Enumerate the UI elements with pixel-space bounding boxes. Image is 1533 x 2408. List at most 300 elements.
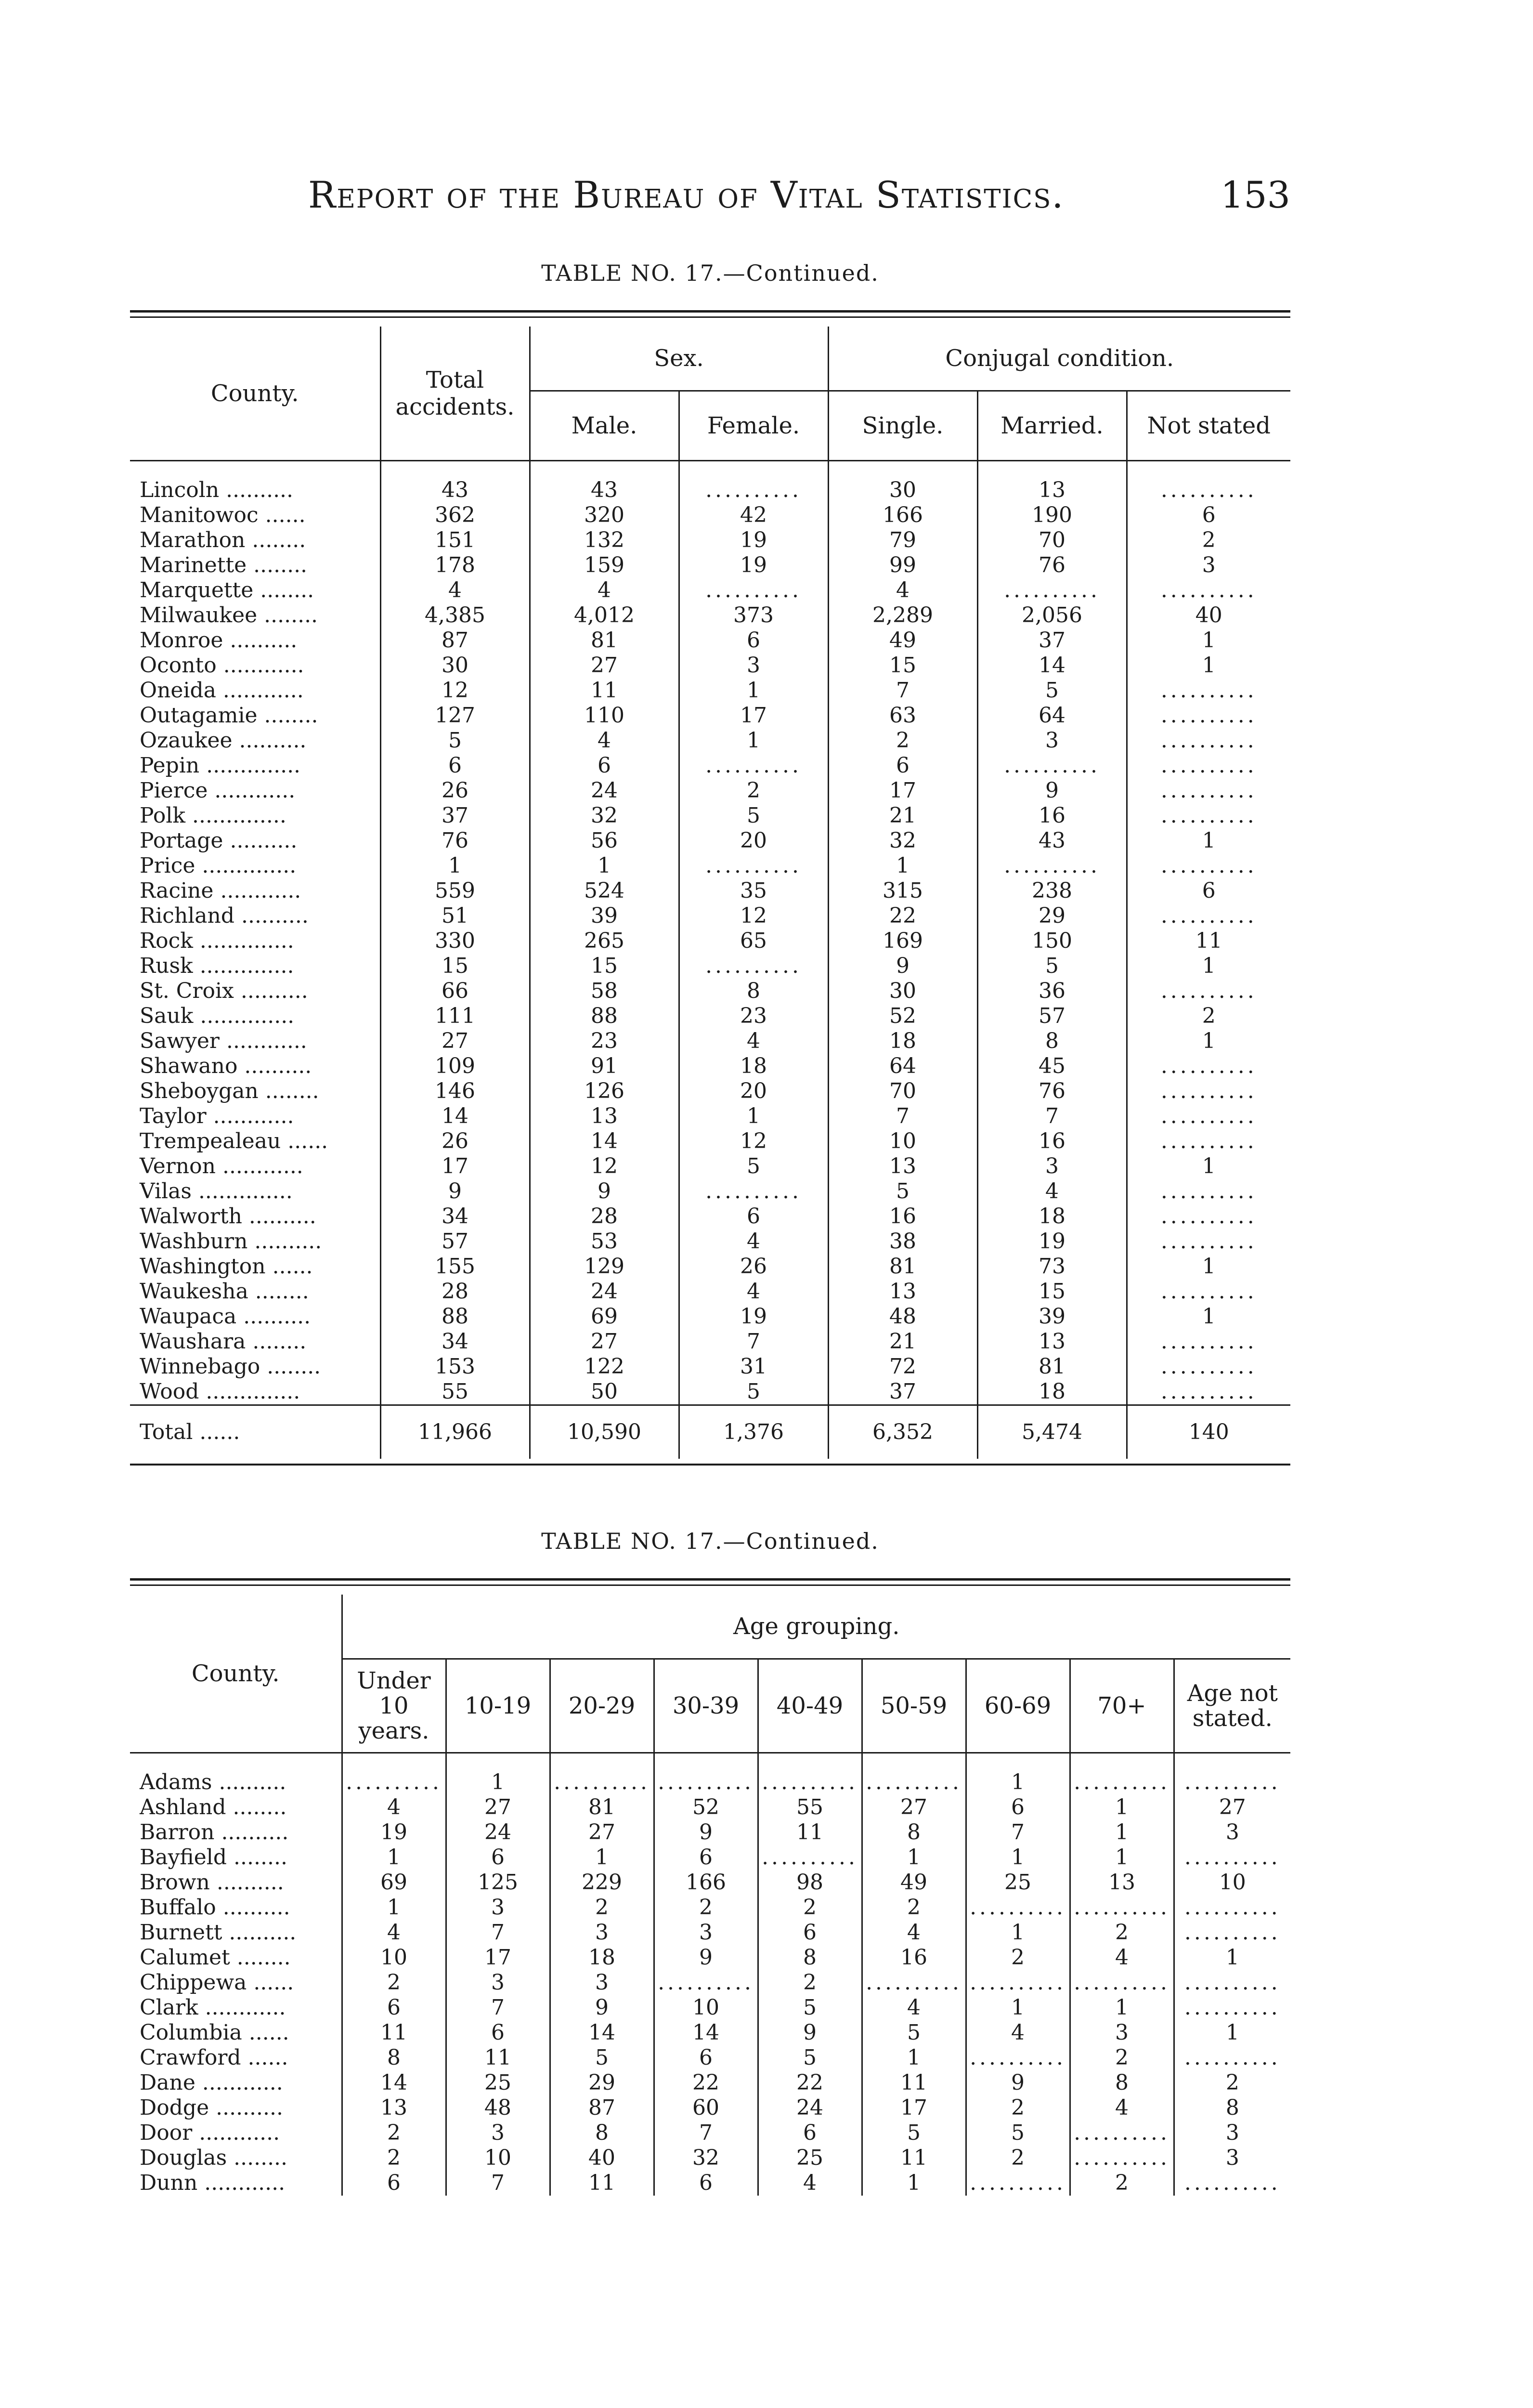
value-cell: 17 (828, 778, 977, 803)
t1-row (130, 778, 1290, 803)
t1-row (130, 1179, 1290, 1204)
value-cell: 21 (828, 1329, 977, 1354)
value-cell: 151 (380, 528, 530, 553)
value-cell: 7 (977, 1104, 1127, 1129)
value-cell: 4 (679, 1029, 828, 1054)
value-cell: 69 (342, 1870, 446, 1895)
county-name: Crawford ...... (140, 2045, 288, 2070)
value-cell: 1 (1127, 1254, 1290, 1279)
value-cell: 2 (758, 1895, 862, 1920)
county-name: Shawano .......... (140, 1054, 312, 1078)
county-name: Outagamie ........ (140, 703, 318, 728)
value-cell: 559 (380, 878, 530, 903)
t2-header-col-6: 60-69 (966, 1659, 1070, 1753)
value-cell: 3 (446, 1970, 550, 1995)
value-cell: 126 (530, 1079, 679, 1104)
t2-row (130, 1970, 1290, 1995)
value-cell: 1 (966, 1770, 1070, 1795)
county-name: Oneida ............ (140, 678, 304, 703)
value-cell: 8 (342, 2045, 446, 2070)
blank-cell: .......... (654, 1970, 758, 1995)
value-cell: 16 (977, 1129, 1127, 1154)
value-cell: 4 (342, 1920, 446, 1945)
value-cell: 6,352 (828, 1405, 977, 1459)
value-cell: 65 (679, 929, 828, 954)
t2-row (130, 2045, 1290, 2070)
t2-row (130, 1770, 1290, 1795)
value-cell: 3 (1174, 2120, 1290, 2146)
t1-row (130, 954, 1290, 979)
county-name: Waukesha ........ (140, 1279, 309, 1304)
value-cell: 1 (1127, 828, 1290, 853)
value-cell: 1 (1070, 1795, 1174, 1820)
value-cell: 37 (977, 628, 1127, 653)
value-cell: 362 (380, 503, 530, 528)
value-cell: 35 (679, 878, 828, 903)
value-cell: 6 (966, 1795, 1070, 1820)
value-cell: 18 (828, 1029, 977, 1054)
value-cell: 3 (1127, 553, 1290, 578)
value-cell: 31 (679, 1354, 828, 1379)
t1-row (130, 553, 1290, 578)
blank-cell: .......... (758, 1770, 862, 1795)
blank-cell: .......... (966, 1970, 1070, 1995)
value-cell: 6 (530, 753, 679, 778)
t2-body (130, 1753, 1290, 2196)
value-cell: 28 (380, 1279, 530, 1304)
value-cell: 27 (380, 1029, 530, 1054)
t2-row (130, 2120, 1290, 2146)
blank-cell: .......... (1127, 578, 1290, 603)
value-cell: 4 (530, 728, 679, 753)
value-cell: 88 (530, 1004, 679, 1029)
value-cell: 37 (380, 803, 530, 828)
county-name: Portage .......... (140, 828, 298, 853)
value-cell: 229 (550, 1870, 654, 1895)
value-cell: 34 (380, 1329, 530, 1354)
value-cell: 2 (1127, 528, 1290, 553)
value-cell: 43 (530, 478, 679, 503)
t1-header-male: Male. (530, 391, 679, 461)
value-cell: 4 (977, 1179, 1127, 1204)
value-cell: 127 (380, 703, 530, 728)
value-cell: 70 (828, 1079, 977, 1104)
value-cell: 15 (380, 954, 530, 979)
value-cell: 153 (380, 1354, 530, 1379)
value-cell: 40 (550, 2146, 654, 2171)
blank-cell: .......... (1127, 803, 1290, 828)
value-cell: 4 (828, 578, 977, 603)
value-cell: 7 (654, 2120, 758, 2146)
blank-cell: .......... (1174, 1770, 1290, 1795)
county-name: Door ............ (140, 2120, 280, 2145)
value-cell: 6 (1127, 878, 1290, 903)
value-cell: 12 (380, 678, 530, 703)
value-cell: 7 (966, 1820, 1070, 1845)
value-cell: 6 (654, 2045, 758, 2070)
value-cell: 6 (654, 1845, 758, 1870)
value-cell: 2 (862, 1895, 966, 1920)
value-cell: 24 (446, 1820, 550, 1845)
value-cell: 19 (679, 1304, 828, 1329)
value-cell: 2,056 (977, 603, 1127, 628)
county-name: Pierce ............ (140, 778, 296, 803)
value-cell: 3 (550, 1920, 654, 1945)
value-cell: 19 (679, 528, 828, 553)
value-cell: 1 (862, 2171, 966, 2196)
blank-cell: .......... (1174, 1920, 1290, 1945)
value-cell: 2 (679, 778, 828, 803)
value-cell: 32 (654, 2146, 758, 2171)
value-cell: 29 (977, 903, 1127, 929)
value-cell: 53 (530, 1229, 679, 1254)
value-cell: 2 (1070, 2045, 1174, 2070)
blank-cell: .......... (1127, 1379, 1290, 1405)
value-cell: 5 (977, 954, 1127, 979)
blank-cell: .......... (679, 578, 828, 603)
county-name: Brown .......... (140, 1870, 284, 1895)
value-cell: 51 (380, 903, 530, 929)
value-cell: 14 (550, 2020, 654, 2045)
value-cell: 109 (380, 1054, 530, 1079)
value-cell: 4 (679, 1229, 828, 1254)
value-cell: 7 (446, 1920, 550, 1945)
value-cell: 9 (966, 2070, 1070, 2095)
value-cell: 4,012 (530, 603, 679, 628)
blank-cell: .......... (1127, 1229, 1290, 1254)
county-name: Waupaca .......... (140, 1304, 311, 1329)
value-cell: 17 (446, 1945, 550, 1970)
value-cell: 29 (550, 2070, 654, 2095)
value-cell: 17 (380, 1154, 530, 1179)
value-cell: 30 (828, 979, 977, 1004)
t1-row (130, 929, 1290, 954)
county-name: Pepin .............. (140, 753, 301, 778)
blank-cell: .......... (1174, 2045, 1290, 2070)
t2-header-col-2: 20-29 (550, 1659, 654, 1753)
value-cell: 20 (679, 1079, 828, 1104)
value-cell: 18 (679, 1054, 828, 1079)
value-cell: 1 (966, 1920, 1070, 1945)
table1-bottom-rule (130, 1464, 1290, 1466)
value-cell: 27 (550, 1820, 654, 1845)
value-cell: 52 (654, 1795, 758, 1820)
value-cell: 9 (828, 954, 977, 979)
value-cell: 28 (530, 1204, 679, 1229)
value-cell: 13 (977, 1329, 1127, 1354)
blank-cell: .......... (679, 753, 828, 778)
blank-cell: .......... (654, 1770, 758, 1795)
value-cell: 27 (530, 653, 679, 678)
value-cell: 48 (446, 2095, 550, 2120)
county-name: Ashland ........ (140, 1795, 287, 1819)
value-cell: 5 (679, 803, 828, 828)
value-cell: 14 (654, 2020, 758, 2045)
value-cell: 8 (550, 2120, 654, 2146)
blank-cell: .......... (1127, 728, 1290, 753)
value-cell: 70 (977, 528, 1127, 553)
county-name: Vilas .............. (140, 1179, 293, 1204)
value-cell: 23 (679, 1004, 828, 1029)
blank-cell: .......... (550, 1770, 654, 1795)
value-cell: 34 (380, 1204, 530, 1229)
value-cell: 14 (342, 2070, 446, 2095)
blank-cell: .......... (862, 1770, 966, 1795)
value-cell: 2 (1070, 2171, 1174, 2196)
value-cell: 140 (1127, 1405, 1290, 1459)
value-cell: 13 (1070, 1870, 1174, 1895)
value-cell: 146 (380, 1079, 530, 1104)
value-cell: 315 (828, 878, 977, 903)
blank-cell: .......... (1127, 753, 1290, 778)
value-cell: 3 (550, 1970, 654, 1995)
county-name: Taylor ............ (140, 1104, 294, 1128)
value-cell: 22 (758, 2070, 862, 2095)
t1-row (130, 828, 1290, 853)
value-cell: 20 (679, 828, 828, 853)
t1-row (130, 578, 1290, 603)
value-cell: 122 (530, 1354, 679, 1379)
value-cell: 2 (342, 2146, 446, 2171)
t1-header-sex: Sex. (530, 327, 828, 391)
value-cell: 1 (1174, 1945, 1290, 1970)
value-cell: 2 (758, 1970, 862, 1995)
value-cell: 1 (862, 1845, 966, 1870)
value-cell: 11 (550, 2171, 654, 2196)
running-head (130, 173, 1290, 231)
t1-row (130, 903, 1290, 929)
county-name: Sheboygan ........ (140, 1079, 319, 1103)
value-cell: 13 (977, 478, 1127, 503)
county-name: Marquette ........ (140, 578, 314, 602)
county-name: Marinette ........ (140, 553, 308, 577)
t2-row (130, 1995, 1290, 2020)
blank-cell: .......... (966, 2171, 1070, 2196)
value-cell: 5 (828, 1179, 977, 1204)
value-cell: 9 (380, 1179, 530, 1204)
value-cell: 8 (977, 1029, 1127, 1054)
blank-cell: .......... (977, 578, 1127, 603)
value-cell: 14 (530, 1129, 679, 1154)
t1-row (130, 603, 1290, 628)
t1-header-county: County. (130, 327, 380, 461)
county-name: Bayfield ........ (140, 1845, 287, 1870)
value-cell: 27 (446, 1795, 550, 1820)
t1-header-not-stated: Not stated (1127, 391, 1290, 461)
value-cell: 64 (977, 703, 1127, 728)
value-cell: 14 (977, 653, 1127, 678)
value-cell: 57 (977, 1004, 1127, 1029)
value-cell: 178 (380, 553, 530, 578)
value-cell: 43 (977, 828, 1127, 853)
value-cell: 330 (380, 929, 530, 954)
t2-header-col-0: Under 10 years. (342, 1659, 446, 1753)
county-name: Columbia ...... (140, 2020, 289, 2045)
page-number: 153 (1220, 173, 1290, 216)
document-page (130, 173, 1290, 2196)
county-name: Trempealeau ...... (140, 1129, 328, 1153)
value-cell: 56 (530, 828, 679, 853)
value-cell: 166 (654, 1870, 758, 1895)
value-cell: 11 (530, 678, 679, 703)
value-cell: 6 (342, 1995, 446, 2020)
value-cell: 6 (446, 1845, 550, 1870)
blank-cell: .......... (977, 753, 1127, 778)
value-cell: 79 (828, 528, 977, 553)
t1-row (130, 1279, 1290, 1304)
blank-cell: .......... (342, 1770, 446, 1795)
value-cell: 1 (380, 853, 530, 878)
value-cell: 52 (828, 1004, 977, 1029)
county-name: Sauk .............. (140, 1004, 295, 1028)
value-cell: 125 (446, 1870, 550, 1895)
value-cell: 22 (654, 2070, 758, 2095)
value-cell: 55 (380, 1379, 530, 1405)
table2-top-rule (130, 1578, 1290, 1586)
t2-row (130, 1920, 1290, 1945)
value-cell: 13 (530, 1104, 679, 1129)
t1-row (130, 1329, 1290, 1354)
value-cell: 24 (530, 1279, 679, 1304)
value-cell: 4 (1070, 1945, 1174, 1970)
value-cell: 159 (530, 553, 679, 578)
blank-cell: .......... (1070, 1970, 1174, 1995)
value-cell: 72 (828, 1354, 977, 1379)
value-cell: 15 (530, 954, 679, 979)
value-cell: 1 (1070, 1820, 1174, 1845)
blank-cell: .......... (1070, 1895, 1174, 1920)
value-cell: 4 (530, 578, 679, 603)
value-cell: 10,590 (530, 1405, 679, 1459)
blank-cell: .......... (1070, 2120, 1174, 2146)
blank-cell: .......... (1127, 1179, 1290, 1204)
value-cell: 76 (977, 1079, 1127, 1104)
value-cell: 7 (828, 1104, 977, 1129)
value-cell: 49 (828, 628, 977, 653)
value-cell: 8 (862, 1820, 966, 1845)
value-cell: 27 (1174, 1795, 1290, 1820)
value-cell: 36 (977, 979, 1127, 1004)
value-cell: 1 (1127, 653, 1290, 678)
value-cell: 8 (679, 979, 828, 1004)
value-cell: 37 (828, 1379, 977, 1405)
blank-cell: .......... (679, 1179, 828, 1204)
value-cell: 13 (342, 2095, 446, 2120)
value-cell: 6 (342, 2171, 446, 2196)
value-cell: 10 (828, 1129, 977, 1154)
blank-cell: .......... (1127, 678, 1290, 703)
value-cell: 10 (342, 1945, 446, 1970)
county-name: Dane ............ (140, 2070, 283, 2095)
value-cell: 2 (1127, 1004, 1290, 1029)
blank-cell: .......... (1174, 2171, 1290, 2196)
value-cell: 81 (530, 628, 679, 653)
value-cell: 11 (862, 2146, 966, 2171)
t1-header-total: Total accidents. (380, 327, 530, 461)
value-cell: 7 (828, 678, 977, 703)
county-name: Rock .............. (140, 929, 294, 953)
t1-row (130, 753, 1290, 778)
t1-row (130, 1029, 1290, 1054)
county-name: Monroe .......... (140, 628, 298, 653)
county-name: Dodge .......... (140, 2095, 283, 2120)
value-cell: 87 (380, 628, 530, 653)
blank-cell: .......... (1174, 1845, 1290, 1870)
t1-row (130, 478, 1290, 503)
blank-cell: .......... (1127, 1054, 1290, 1079)
value-cell: 2 (550, 1895, 654, 1920)
county-name: Winnebago ........ (140, 1354, 321, 1379)
value-cell: 5 (966, 2120, 1070, 2146)
value-cell: 19 (679, 553, 828, 578)
county-name: Washburn .......... (140, 1229, 322, 1254)
value-cell: 91 (530, 1054, 679, 1079)
value-cell: 40 (1127, 603, 1290, 628)
value-cell: 6 (654, 2171, 758, 2196)
t1-row (130, 979, 1290, 1004)
value-cell: 8 (1174, 2095, 1290, 2120)
value-cell: 25 (758, 2146, 862, 2171)
value-cell: 22 (828, 903, 977, 929)
county-name: Polk .............. (140, 803, 286, 828)
value-cell: 5 (758, 2045, 862, 2070)
t2-header-col-7: 70+ (1070, 1659, 1174, 1753)
t2-header-col-3: 30-39 (654, 1659, 758, 1753)
value-cell: 3 (679, 653, 828, 678)
t1-row (130, 1004, 1290, 1029)
value-cell: 1 (966, 1845, 1070, 1870)
blank-cell: .......... (966, 1895, 1070, 1920)
value-cell: 3 (1174, 1820, 1290, 1845)
blank-cell: .......... (1127, 1129, 1290, 1154)
t1-row (130, 803, 1290, 828)
blank-cell: .......... (1127, 1104, 1290, 1129)
value-cell: 12 (679, 1129, 828, 1154)
county-name: Racine ............ (140, 878, 301, 903)
county-name: Sawyer ............ (140, 1029, 307, 1053)
value-cell: 49 (862, 1870, 966, 1895)
value-cell: 16 (977, 803, 1127, 828)
value-cell: 26 (380, 778, 530, 803)
value-cell: 2 (342, 2120, 446, 2146)
value-cell: 76 (380, 828, 530, 853)
county-name: Vernon ............ (140, 1154, 303, 1178)
value-cell: 5 (679, 1154, 828, 1179)
value-cell: 2 (966, 1945, 1070, 1970)
t1-row (130, 1379, 1290, 1405)
value-cell: 3 (654, 1920, 758, 1945)
county-name: Wood .............. (140, 1379, 300, 1404)
running-title: Report of the Bureau of Vital Statistics. (308, 173, 1065, 216)
t1-header-single: Single. (828, 391, 977, 461)
value-cell: 63 (828, 703, 977, 728)
blank-cell: .......... (679, 954, 828, 979)
value-cell: 9 (530, 1179, 679, 1204)
value-cell: 1 (966, 1995, 1070, 2020)
value-cell: 15 (828, 653, 977, 678)
value-cell: 1 (342, 1895, 446, 1920)
value-cell: 238 (977, 878, 1127, 903)
blank-cell: .......... (1127, 979, 1290, 1004)
county-name: Oconto ............ (140, 653, 304, 678)
blank-cell: .......... (1070, 1770, 1174, 1795)
value-cell: 3 (1070, 2020, 1174, 2045)
value-cell: 16 (828, 1204, 977, 1229)
value-cell: 6 (446, 2020, 550, 2045)
value-cell: 4,385 (380, 603, 530, 628)
value-cell: 88 (380, 1304, 530, 1329)
value-cell: 4 (862, 1920, 966, 1945)
